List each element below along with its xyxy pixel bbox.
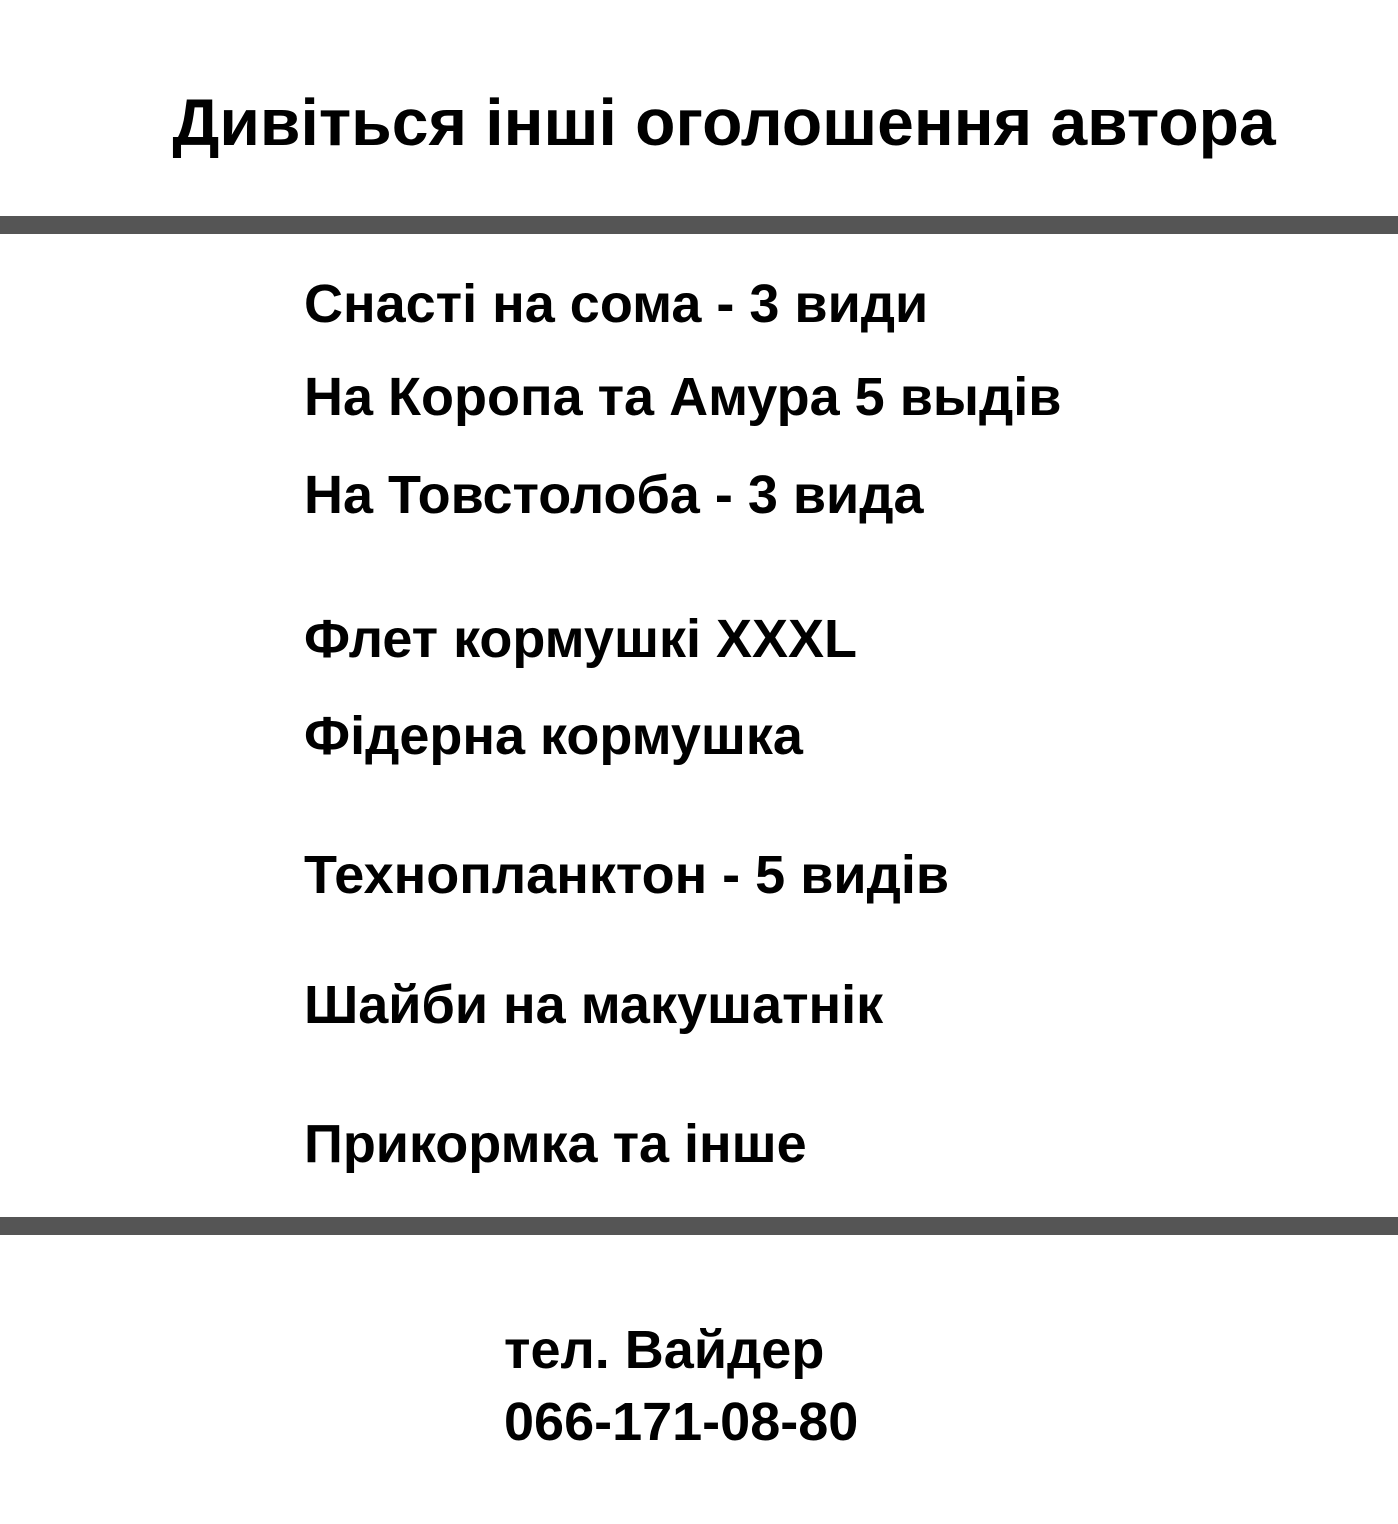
- list-item: Прикормка та інше: [304, 1114, 807, 1174]
- page-heading: Дивіться інші оголошення автора: [172, 85, 1276, 159]
- list-item: Флет кормушкі XXXL: [304, 609, 858, 669]
- list-item: На Товстолоба - 3 вида: [304, 465, 924, 525]
- list-item: Снасті на сома - 3 види: [304, 274, 929, 334]
- list-item: На Коропа та Амура 5 выдів: [304, 367, 1062, 427]
- bottom-divider: [0, 1217, 1398, 1235]
- contact-phone: 066-171-08-80: [504, 1392, 859, 1452]
- list-item: Фідерна кормушка: [304, 706, 803, 766]
- contact-name: тел. Вайдер: [504, 1320, 825, 1380]
- top-divider: [0, 216, 1398, 234]
- list-item: Шайби на макушатнік: [304, 975, 884, 1035]
- list-item: Технопланктон - 5 видів: [304, 845, 950, 905]
